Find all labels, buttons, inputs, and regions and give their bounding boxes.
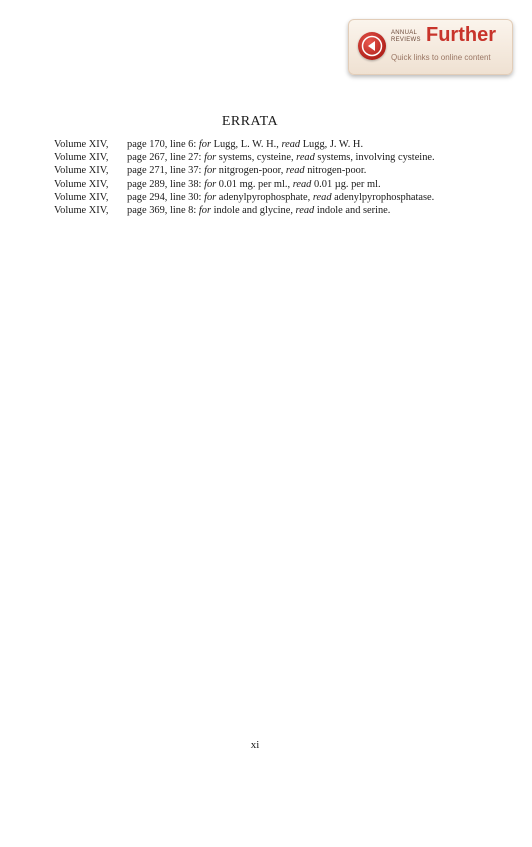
entry-volume: Volume XIV,: [54, 191, 109, 203]
errata-entry: [54, 204, 454, 217]
entry-wrong-text: indole and glycine,: [211, 205, 296, 217]
entry-correct-text: nitrogen-poor.: [304, 165, 367, 177]
play-back-icon: [358, 32, 386, 60]
entry-text: [127, 139, 363, 150]
entry-volume: Volume XIV,: [54, 205, 109, 217]
entry-text: [127, 152, 435, 163]
brand-line-reviews: REVIEWS: [391, 37, 421, 43]
further-title: Further: [426, 24, 496, 46]
entry-location: page 294, line 30:: [127, 191, 205, 203]
page-number: xi: [250, 739, 260, 751]
entry-text: [127, 179, 381, 190]
entry-text: [127, 205, 390, 216]
page-title: ERRATA: [221, 114, 279, 129]
entry-correct-text: systems, involving cysteine.: [314, 152, 435, 164]
entry-read-label: read: [295, 205, 315, 217]
entry-read-label: read: [285, 165, 305, 177]
errata-entry: [54, 138, 454, 151]
entry-read-label: read: [292, 178, 312, 190]
further-subtitle: Quick links to online content: [391, 53, 491, 62]
entry-location: page 369, line 8:: [127, 205, 199, 217]
entry-volume: Volume XIV,: [54, 178, 109, 190]
entry-for-label: for: [204, 152, 217, 164]
entry-text: [127, 165, 366, 176]
entry-correct-text: adenylpyrophosphatase.: [331, 191, 435, 203]
entry-location: page 289, line 38:: [127, 178, 205, 190]
entry-correct-text: indole and serine.: [314, 205, 391, 217]
entry-read-label: read: [281, 139, 301, 150]
entry-location: page 267, line 27:: [127, 152, 205, 164]
entry-location: page 271, line 37:: [127, 165, 205, 177]
entry-for-label: for: [198, 139, 211, 150]
further-badge[interactable]: [348, 19, 513, 75]
brand-line-annual: ANNUAL: [391, 30, 418, 36]
entry-location: page 170, line 6:: [127, 139, 199, 150]
entry-read-label: read: [312, 191, 332, 203]
annual-reviews-brand: [391, 30, 427, 44]
entry-volume: Volume XIV,: [54, 165, 109, 177]
entry-wrong-text: nitgrogen-poor,: [216, 165, 286, 177]
entry-wrong-text: systems, cysteine,: [216, 152, 297, 164]
entry-text: [127, 192, 434, 203]
entry-for-label: for: [204, 191, 217, 203]
errata-list: [54, 138, 454, 217]
entry-volume: Volume XIV,: [54, 139, 109, 150]
errata-entry: [54, 191, 454, 204]
entry-wrong-text: adenylpyrophosphate,: [216, 191, 313, 203]
entry-wrong-text: 0.01 mg. per ml.,: [216, 178, 293, 190]
errata-entry: [54, 151, 454, 164]
errata-entry: [54, 178, 454, 191]
errata-entry: [54, 164, 454, 177]
entry-for-label: for: [204, 165, 217, 177]
entry-volume: Volume XIV,: [54, 152, 109, 164]
entry-read-label: read: [296, 152, 315, 164]
entry-correct-text: 0.01 µg. per ml.: [311, 178, 381, 190]
entry-for-label: for: [204, 178, 217, 190]
entry-for-label: for: [198, 205, 211, 217]
entry-correct-text: Lugg, J. W. H.: [300, 139, 364, 150]
entry-wrong-text: Lugg, L. W. H.,: [211, 139, 282, 150]
